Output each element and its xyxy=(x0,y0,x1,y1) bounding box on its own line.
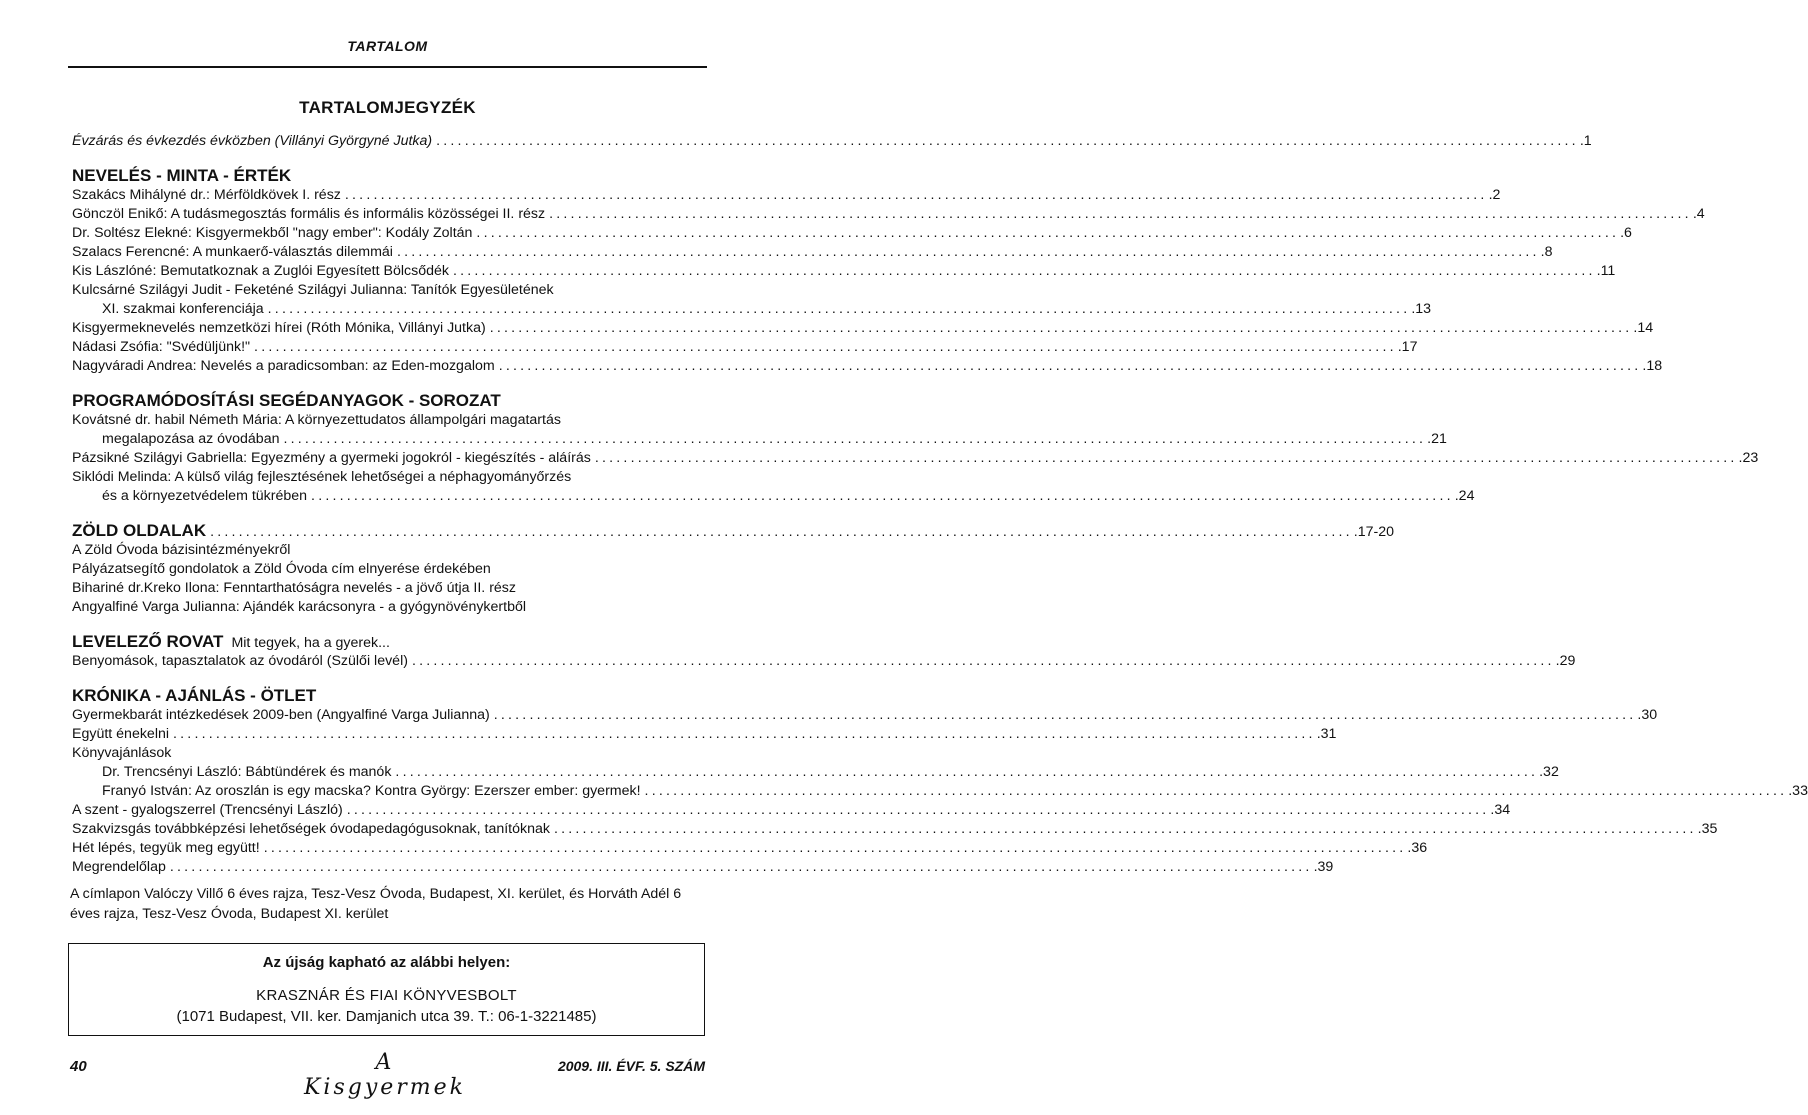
section-heading-text: KRÓNIKA - AJÁNLÁS - ÖTLET xyxy=(72,686,317,705)
dot-leader xyxy=(279,430,1427,449)
magazine-title: A Kisgyermek xyxy=(303,1050,467,1100)
toc-entry-page: .36 xyxy=(1407,840,1428,856)
toc-entry-text: Benyomások, tapasztalatok az óvodáról (Szülői levél) xyxy=(72,653,408,669)
toc-entry xyxy=(72,224,1632,243)
toc-entry xyxy=(72,468,699,487)
toc-entry-page: .1 xyxy=(1579,133,1592,149)
toc-entry-text: Kovátsné dr. habil Németh Mária: A környezettudatos állampolgári magatartás xyxy=(72,412,561,428)
toc-entry-text: Gönczöl Enikő: A tudásmegosztás formális és informális közösségei II. rész xyxy=(72,206,546,222)
toc-entry-text: Pázsikné Szilágyi Gabriella: Egyezmény a gyermeki jogokról - kiegészítés - aláírás xyxy=(72,450,591,466)
toc-entry xyxy=(72,579,699,598)
toc-entry xyxy=(72,820,1718,839)
toc-entry-page: .34 xyxy=(1490,802,1511,818)
toc-entry-text: Dr. Soltész Elekné: Kisgyermekből "nagy ember": Kodály Zoltán xyxy=(72,225,473,241)
toc-entry xyxy=(72,338,1418,357)
toc-entry-page: .23 xyxy=(1738,450,1759,466)
toc-entry xyxy=(72,411,699,430)
toc-entry xyxy=(72,598,699,617)
availability-heading: Az újság kapható az alábbi helyen: xyxy=(262,954,511,971)
toc-entry-page: .2 xyxy=(1488,187,1501,203)
toc-entry-text: Kisgyermeknevelés nemzetközi hírei (Róth Mónika, Villányi Jutka) xyxy=(72,320,486,336)
dot-leader xyxy=(545,205,1693,224)
toc-entry-page: .33 xyxy=(1788,783,1808,799)
toc-entry xyxy=(72,725,1337,744)
section-heading-text: NEVELÉS - MINTA - ÉRTÉK xyxy=(72,166,292,185)
toc-entry-text: Dr. Trencsényi László: Bábtündérek és manók xyxy=(102,764,392,780)
section-heading-text: LEVELEZŐ ROVAT xyxy=(72,632,224,651)
dot-leader xyxy=(550,820,1698,839)
toc-entry-text: Angyalfiné Varga Julianna: Ajándék karácsonyra - a gyógynövénykertből xyxy=(72,599,527,615)
toc-entry-intro xyxy=(72,132,1592,151)
dot-leader xyxy=(486,319,1634,338)
toc-entry-text: megalapozása az óvodában xyxy=(102,431,280,447)
toc-entry xyxy=(72,839,1428,858)
running-title: TARTALOM xyxy=(347,38,428,54)
toc-entry-page: .17 xyxy=(1397,339,1418,355)
toc-entry-text: Gyermekbarát intézkedések 2009-ben (Angyalfiné Varga Julianna) xyxy=(72,707,490,723)
toc-entry-page: .32 xyxy=(1539,764,1559,780)
section-heading xyxy=(72,520,1395,541)
dot-leader xyxy=(432,132,1580,151)
toc-entry xyxy=(72,243,1553,262)
toc-entry-page: .11 xyxy=(1596,263,1616,279)
dot-leader xyxy=(495,357,1643,376)
toc-entry xyxy=(72,319,1654,338)
store-name: KRASZNÁR ÉS FIAI KÖNYVESBOLT xyxy=(256,987,517,1004)
toc-entry-text: Nádasi Zsófia: "Svédüljünk!" xyxy=(72,339,251,355)
toc-entry-text: Siklódi Melinda: A külső világ fejlesztésének lehetőségei a néphagyományőrzés xyxy=(72,469,572,485)
dot-leader xyxy=(591,449,1739,468)
dot-leader xyxy=(343,801,1491,820)
store-address: (1071 Budapest, VII. ker. Damjanich utca 39. T.: 06-1-3221485) xyxy=(176,1008,597,1025)
dot-leader xyxy=(166,858,1314,877)
toc-entry xyxy=(72,262,1616,281)
toc-entry-text: Nagyváradi Andrea: Nevelés a paradicsomban: az Eden-mozgalom xyxy=(72,358,495,374)
toc-entry-text: Szalacs Ferencné: A munkaerő-választás dilemmái xyxy=(72,244,393,260)
toc-entry-page: .6 xyxy=(1620,225,1632,241)
toc-entry-page: .18 xyxy=(1642,358,1663,374)
section-heading xyxy=(72,631,699,652)
toc-sections xyxy=(72,165,1808,877)
toc-entry-page: .39 xyxy=(1313,859,1334,875)
toc-entry-text: Franyó István: Az oroszlán is egy macska? Kontra György: Ezerszer ember: gyermek! xyxy=(102,783,641,799)
dot-leader xyxy=(250,338,1398,357)
dot-leader xyxy=(641,782,1789,801)
toc-entry-page: .8 xyxy=(1540,244,1553,260)
toc-entry xyxy=(72,541,699,560)
dot-leader xyxy=(206,522,1354,543)
section-heading-page: .17-20 xyxy=(1353,524,1395,540)
toc-entry-text: Pályázatsegítő gondolatok a Zöld Óvoda cím elnyerése érdekében xyxy=(72,561,491,577)
cover-note: A címlapon Valóczy Villő 6 éves rajza, Tesz-Vesz Óvoda, Budapest, XI. kerület, és Horváth Adél 6 éves rajza, Tesz-Vesz Óvoda, Budapest XI. kerület xyxy=(70,886,682,922)
dot-leader xyxy=(393,243,1541,262)
page-number: 40 xyxy=(70,1058,87,1075)
section-heading-text: ZÖLD OLDALAK xyxy=(72,521,207,540)
toc-entry-text: Évzárás és évkezdés évközben (Villányi Györgyné Jutka) xyxy=(72,133,433,149)
dot-leader xyxy=(408,652,1556,671)
toc-entry-text: Szakvizsgás továbbképzési lehetőségek óvodapedagógusoknak, tanítóknak xyxy=(72,821,550,837)
dot-leader xyxy=(391,763,1539,782)
toc-entry-page: .24 xyxy=(1454,488,1475,504)
section-heading-text: PROGRAMÓDOSÍTÁSI SEGÉDANYAGOK - SOROZAT xyxy=(72,391,501,410)
toc-entry xyxy=(72,205,1705,224)
toc-entry-text: Kis Lászlóné: Bemutatkoznak a Zuglói Egyesített Bölcsődék xyxy=(72,263,449,279)
toc-entry xyxy=(72,281,699,300)
toc-entry xyxy=(72,449,1759,468)
toc-entry xyxy=(72,430,1447,449)
section-heading-subtitle: Mit tegyek, ha a gyerek... xyxy=(231,635,390,651)
toc-entry-page: .35 xyxy=(1697,821,1718,837)
toc-entry xyxy=(72,300,1432,319)
dot-leader xyxy=(260,839,1408,858)
toc-entry-text: Bihariné dr.Kreko Ilona: Fenntarthatóságra nevelés - a jövő útja II. rész xyxy=(72,580,516,596)
toc-entry xyxy=(72,801,1511,820)
toc-entry-text: A Zöld Óvoda bázisintézményekről xyxy=(72,542,291,558)
header-rule xyxy=(68,66,707,68)
dot-leader xyxy=(472,224,1620,243)
toc-entry-text: A szent - gyalogszerrel (Trencsényi László) xyxy=(72,802,343,818)
section-heading xyxy=(72,390,699,411)
toc-entry xyxy=(72,186,1501,205)
toc-entry-text: és a környezetvédelem tükrében xyxy=(102,488,308,504)
dot-leader xyxy=(169,725,1317,744)
toc-entry xyxy=(72,763,1559,782)
toc-entry-text: Szakács Mihályné dr.: Mérföldkövek I. rész xyxy=(72,187,341,203)
toc-entry xyxy=(72,744,699,763)
toc-entry-page: .13 xyxy=(1411,301,1432,317)
dot-leader xyxy=(307,487,1455,506)
toc-entry-text: XI. szakmai konferenciája xyxy=(102,301,264,317)
availability-box xyxy=(68,943,705,1036)
dot-leader xyxy=(341,186,1489,205)
toc-entry-page: .30 xyxy=(1637,707,1658,723)
dot-leader xyxy=(449,262,1597,281)
toc-entry xyxy=(72,357,1663,376)
section-heading xyxy=(72,685,699,706)
toc-entry xyxy=(72,652,1576,671)
toc-entry xyxy=(72,487,1475,506)
dot-leader xyxy=(264,300,1412,319)
toc-entry-text: Hét lépés, tegyük meg együtt! xyxy=(72,840,260,856)
toc-entry-text: Könyvajánlások xyxy=(72,745,172,761)
toc-entry xyxy=(72,782,1808,801)
toc-entry-page: .29 xyxy=(1555,653,1576,669)
toc-entry-page: .14 xyxy=(1633,320,1654,336)
toc-entry-page: .31 xyxy=(1316,726,1337,742)
toc-entry-text: Megrendelőlap xyxy=(72,859,166,875)
toc-entry-page: .4 xyxy=(1692,206,1705,222)
dot-leader xyxy=(490,706,1638,725)
toc-title: TARTALOMJEGYZÉK xyxy=(299,98,476,117)
toc-entry-text: Kulcsárné Szilágyi Judit - Feketéné Szilágyi Julianna: Tanítók Egyesületének xyxy=(72,282,554,298)
toc-entries xyxy=(72,132,1808,877)
toc-entry xyxy=(72,706,1658,725)
toc-entry-text: Együtt énekelni xyxy=(72,726,170,742)
toc-entry xyxy=(72,858,1334,877)
issue-label: 2009. III. ÉVF. 5. SZÁM xyxy=(557,1058,705,1074)
section-heading xyxy=(72,165,699,186)
toc-entry xyxy=(72,560,699,579)
toc-entry-page: .21 xyxy=(1427,431,1447,447)
